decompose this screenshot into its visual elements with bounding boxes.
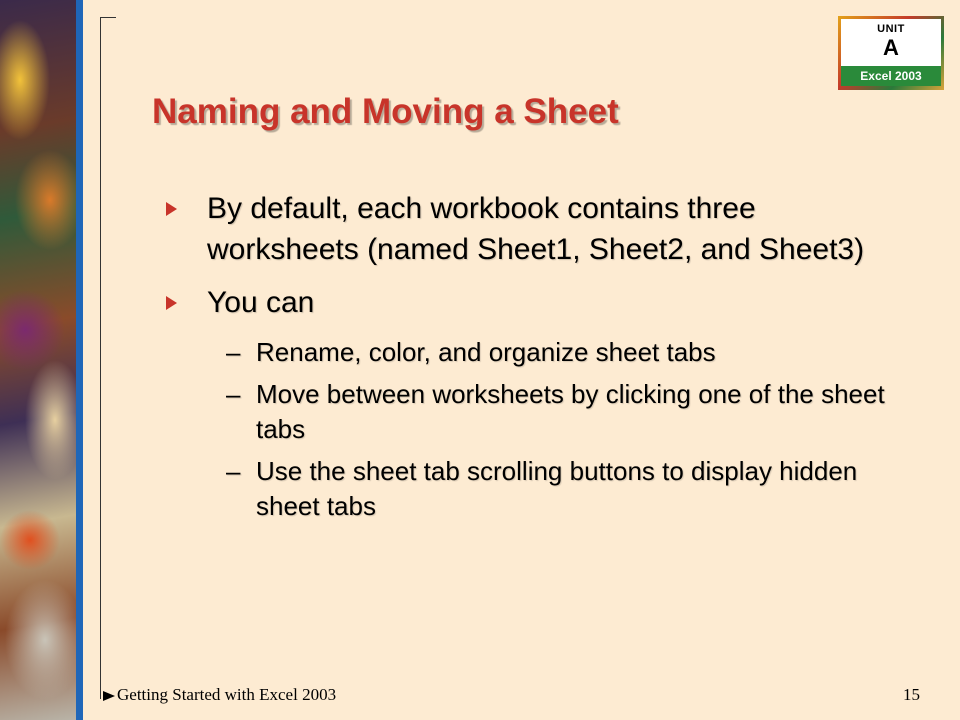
sub-bullet-item <box>160 377 900 447</box>
bullet-item <box>160 188 900 270</box>
slide-title: Naming and Moving a Sheet <box>152 92 619 131</box>
unit-badge-footer: Excel 2003 <box>841 66 941 86</box>
footer-arrow-icon <box>103 691 115 701</box>
frame-line-horizontal <box>100 17 116 18</box>
sub-bullet-text: Use the sheet tab scrolling buttons to display hidden sheet tabs <box>256 456 858 521</box>
sub-bullet-item <box>160 335 900 370</box>
frame-line-vertical <box>100 17 101 699</box>
sub-bullet-item <box>160 454 900 524</box>
bullet-item <box>160 282 900 323</box>
accent-bar <box>76 0 83 720</box>
dash-bullet-icon: – <box>226 337 241 367</box>
dash-bullet-icon: – <box>226 379 241 409</box>
sub-bullet-text: Move between worksheets by clicking one of the sheet tabs <box>256 379 885 444</box>
triangle-bullet-icon <box>166 296 177 310</box>
slide-body <box>160 188 900 531</box>
unit-badge-panel <box>841 19 941 66</box>
page-number: 15 <box>903 685 920 704</box>
bullet-text: You can <box>207 286 315 319</box>
decorative-art-strip <box>0 0 76 720</box>
bullet-text: By default, each workbook contains three worksheets (named Sheet1, Sheet2, and Sheet3) <box>207 192 865 266</box>
unit-badge <box>838 16 944 90</box>
sub-bullet-text: Rename, color, and organize sheet tabs <box>256 337 716 367</box>
unit-label: UNIT <box>877 23 905 35</box>
dash-bullet-icon: – <box>226 456 241 486</box>
footer-text: Getting Started with Excel 2003 <box>117 685 337 704</box>
triangle-bullet-icon <box>166 202 177 216</box>
unit-letter: A <box>883 35 899 60</box>
